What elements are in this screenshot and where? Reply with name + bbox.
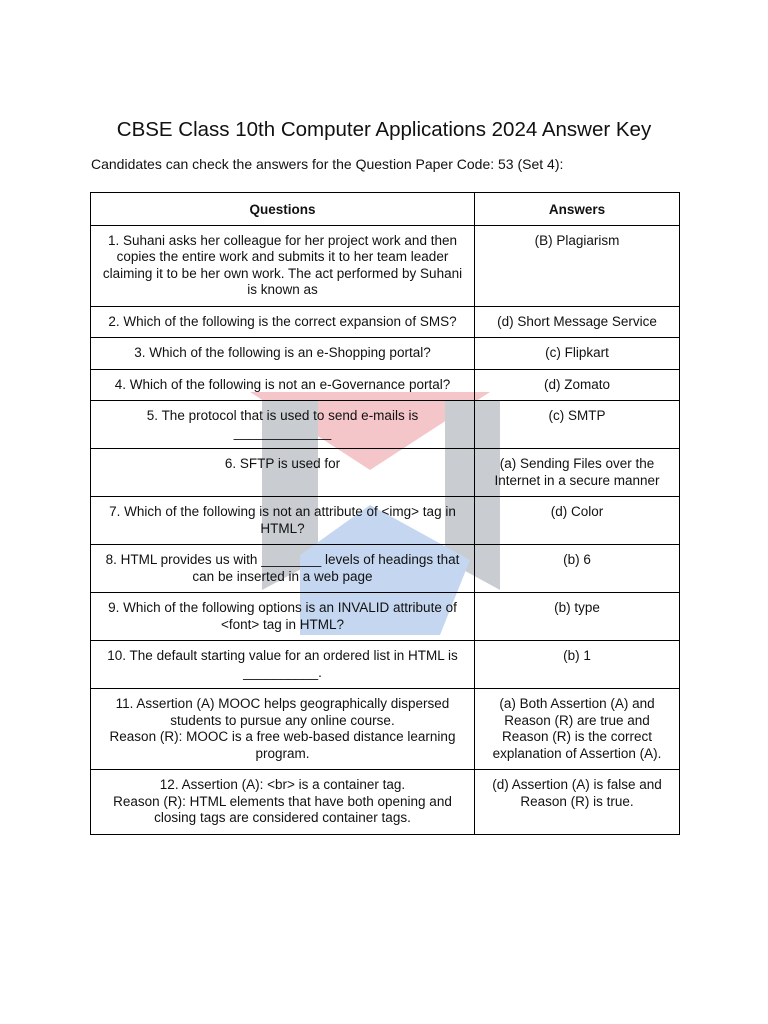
table-row [91,689,680,770]
table-row [91,225,680,306]
table-row [91,401,680,449]
question-cell: 6. SFTP is used for [91,449,475,497]
table-row [91,338,680,370]
table-row [91,497,680,545]
table-row [91,641,680,689]
question-cell: 2. Which of the following is the correct expansion of SMS? [91,306,475,338]
question-cell: 3. Which of the following is an e-Shopping portal? [91,338,475,370]
answer-cell: (d) Short Message Service [475,306,680,338]
header-questions: Questions [91,193,475,226]
question-cell: 11. Assertion (A) MOOC helps geographically dispersed students to pursue any online course. Reason (R): MOOC is a free web-based distance learning program. [91,689,475,770]
answer-cell: (c) SMTP [475,401,680,449]
answer-key-table [90,192,680,835]
question-cell: 8. HTML provides us with ________ levels of headings that can be inserted in a web page [91,545,475,593]
header-answers: Answers [475,193,680,226]
answer-cell: (c) Flipkart [475,338,680,370]
question-cell: 9. Which of the following options is an INVALID attribute of <font> tag in HTML? [91,593,475,641]
answer-cell: (B) Plagiarism [475,225,680,306]
answer-cell: (d) Zomato [475,369,680,401]
question-cell: 10. The default starting value for an ordered list in HTML is __________. [91,641,475,689]
question-cell: 5. The protocol that is used to send e-mails is _____________ [91,401,475,449]
table-row [91,593,680,641]
question-cell: 4. Which of the following is not an e-Governance portal? [91,369,475,401]
table-row [91,545,680,593]
page-title: CBSE Class 10th Computer Applications 2024 Answer Key [116,118,652,141]
table-header-row [91,193,680,226]
table-row [91,306,680,338]
answer-cell: (b) type [475,593,680,641]
question-cell: 12. Assertion (A): <br> is a container tag. Reason (R): HTML elements that have both opening and closing tags are considered container tags. [91,770,475,835]
answer-cell: (b) 1 [475,641,680,689]
question-cell: 1. Suhani asks her colleague for her project work and then copies the entire work and submits it to her team leader claiming it to be her own work. The act performed by Suhani is known as [91,225,475,306]
answer-cell: (b) 6 [475,545,680,593]
question-cell: 7. Which of the following is not an attribute of <img> tag in HTML? [91,497,475,545]
table-row [91,770,680,835]
table-row [91,449,680,497]
answer-cell: (d) Color [475,497,680,545]
table-row [91,369,680,401]
answer-cell: (d) Assertion (A) is false and Reason (R) is true. [475,770,680,835]
intro-text: Candidates can check the answers for the Question Paper Code: 53 (Set 4): [91,156,564,172]
answer-cell: (a) Sending Files over the Internet in a secure manner [475,449,680,497]
answer-cell: (a) Both Assertion (A) and Reason (R) are true and Reason (R) is the correct explanation of Assertion (A). [475,689,680,770]
